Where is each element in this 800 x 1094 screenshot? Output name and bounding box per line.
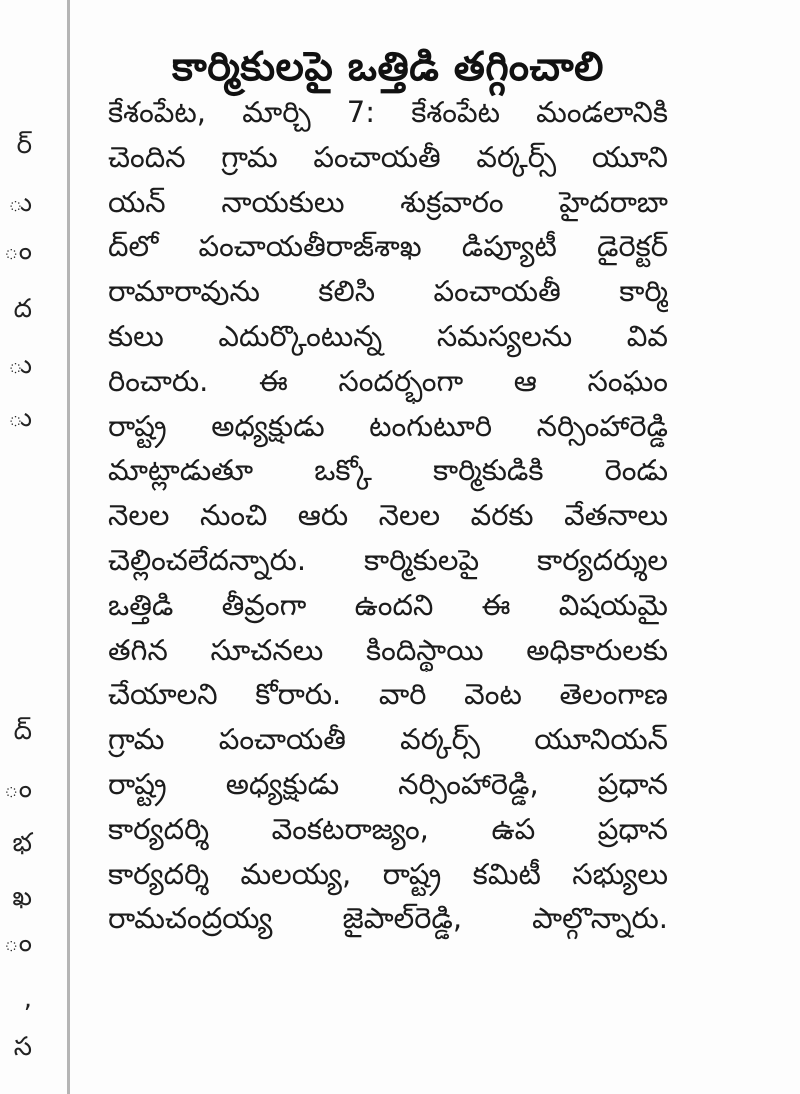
article-line: కేశంపేట, మార్చి 7: కేశంపేట మండలానికి <box>108 95 668 129</box>
article-line: రాష్ట్ర అధ్యక్షుడు టంగుటూరి నర్సింహారెడ్డి <box>108 408 668 443</box>
article-line: కార్యదర్శి మలయ్య, రాష్ట్ర కమిటీ సభ్యులు <box>108 856 668 891</box>
left-column-fragment: ు <box>7 403 32 433</box>
news-article <box>108 0 668 1094</box>
article-line: ద్‌లో పంచాయతీరాజ్‌శాఖ డిప్యూటీ డైరెక్టర్ <box>108 229 668 264</box>
article-line: చేయాలని కోరారు. వారి వెంట తెలంగాణ <box>108 677 668 712</box>
left-column-fragment: ర్ <box>16 130 32 160</box>
article-line: నెలల నుంచి ఆరు నెలల వరకు వేతనాలు <box>108 498 668 533</box>
left-column-fragment: ద <box>13 294 32 324</box>
left-column-fragment: ఖ <box>12 882 32 912</box>
adjacent-column-clipped <box>0 0 34 1094</box>
left-column-fragment: , <box>23 984 32 1014</box>
article-line: ఒత్తిడి తీవ్రంగా ఉందని ఈ విషయమై <box>108 587 668 622</box>
left-column-fragment: ం <box>3 928 32 958</box>
article-line: చెందిన గ్రామ పంచాయతీ వర్కర్స్ యూని <box>108 139 668 174</box>
article-headline: కార్మికులపై ఒత్తిడి తగ్గించాలి <box>172 43 604 90</box>
left-column-fragment: ు <box>7 188 32 218</box>
article-body <box>108 90 668 941</box>
article-line: చెల్లించలేదన్నారు. కార్మికులపై కార్యదర్శుల <box>108 542 668 577</box>
article-kicker <box>238 0 538 2</box>
left-column-fragment: భ <box>12 828 32 858</box>
column-divider <box>67 0 70 1094</box>
article-line: రించారు. ఈ సందర్భంగా ఆ సంఘం <box>108 363 668 398</box>
article-line: కార్యదర్శి వెంకటరాజ్యం, ఉప ప్రధాన <box>108 811 668 846</box>
article-line: మాట్లాడుతూ ఒక్కో కార్మికుడికి రెండు <box>108 453 668 488</box>
article-line: యన్ నాయకులు శుక్రవారం హైదరాబా <box>108 184 668 219</box>
left-column-fragment: స <box>13 1032 32 1062</box>
article-line: రామారావును కలిసి పంచాయతీ కార్మి <box>108 274 668 309</box>
left-column-fragment: ం <box>3 236 32 266</box>
article-line: కులు ఎదుర్కొంటున్న సమస్యలను వివ <box>108 318 668 353</box>
article-line: గ్రామ పంచాయతీ వర్కర్స్ యూనియన్ <box>108 722 668 757</box>
left-column-fragment: ు <box>7 350 32 380</box>
article-line: రామచంద్రయ్య జైపాల్‌రెడ్డి, పాల్గొన్నారు. <box>108 901 668 936</box>
article-line: రాష్ట్ర అధ్యక్షుడు నర్సింహారెడ్డి, ప్రధాన <box>108 766 668 801</box>
article-line: తగిన సూచనలు కిందిస్థాయి అధికారులకు <box>108 632 668 667</box>
left-column-fragment: ం <box>3 774 32 804</box>
left-column-fragment: ద్ <box>13 716 32 746</box>
